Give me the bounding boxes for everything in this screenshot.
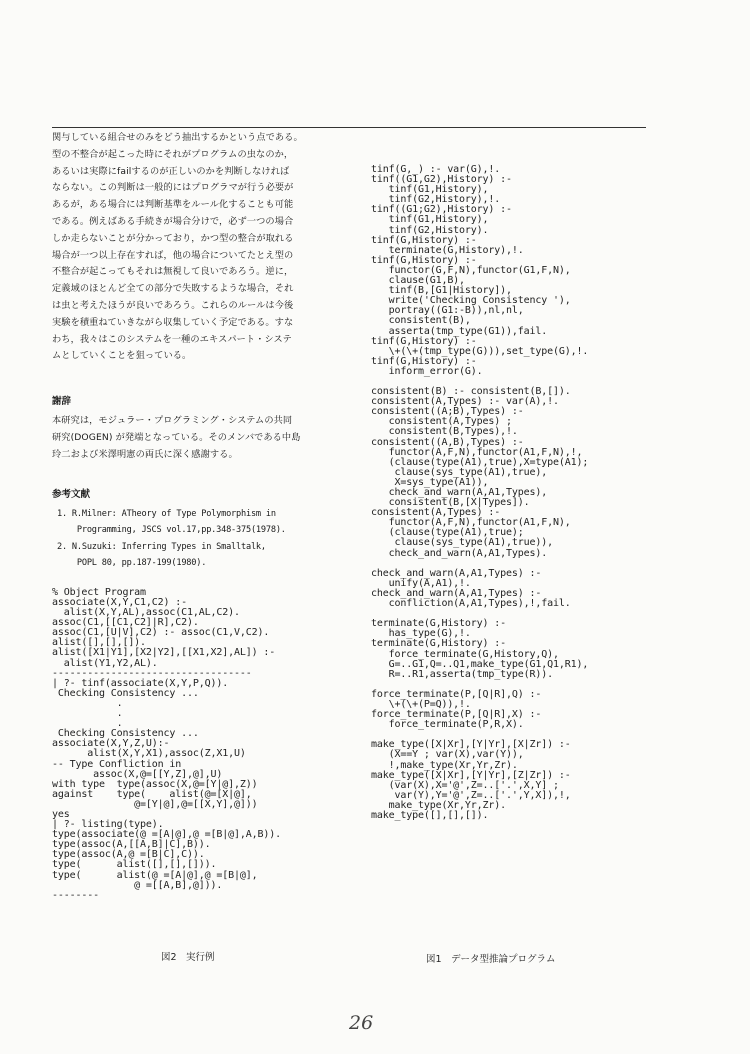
code-line: alist(Y1,Y2,AL). <box>52 657 158 669</box>
acknowledgement-line: 玲二および米澤明憲の両氏に深く感謝する。 <box>52 448 238 460</box>
code-line: with type type(assoc(X,@=[Y|@],Z)) <box>52 778 258 790</box>
code-line: consistent(A,Types) :- <box>371 507 501 519</box>
code-line: consistent(A,Types) ; <box>371 416 512 428</box>
code-line: tinf((G1,G2),History) :- <box>371 174 512 186</box>
code-line: tinf(G,_) :- var(G),!. <box>371 164 501 175</box>
code-line: functor(A,F,N),functor(A1,F,N), <box>371 517 571 529</box>
code-line: functor(A,F,N),functor(A1,F,N),!, <box>371 446 583 458</box>
code-line: check_and_warn(A,A1,Types) :- <box>371 567 542 579</box>
code-line: (X==Y ; var(X),var(Y)), <box>371 749 524 761</box>
page-number: 26 <box>349 1012 374 1034</box>
code-line: terminate(G,History),!. <box>371 244 524 256</box>
code-line: (var(X),X='@',Z=..['.',X,Y] ; <box>371 779 559 791</box>
code-line: tinf(G,History) :- <box>371 355 477 367</box>
code-line: var(Y),Y='@',Z=..['.',Y,X]),!, <box>371 789 571 801</box>
code-line: consistent(B), <box>371 315 471 327</box>
code-line: @=[Y|@],@=[[X,Y],@])) <box>52 798 258 810</box>
code-line: associate(X,Y,C1,C2) :- <box>52 597 188 609</box>
left-column <box>52 130 352 901</box>
body-paragraph <box>52 130 352 365</box>
reference-line: POPL 80, pp.187-199(1980). <box>52 558 207 569</box>
figure1-caption: 図1 データ型推論プログラム <box>426 954 556 965</box>
references-heading: 参考文献 <box>52 488 91 500</box>
code-line: . <box>52 708 123 720</box>
body-line: 定義域のほとんど全ての部分で失敗するような場合，それ <box>52 283 294 295</box>
code-line: make_type([X|Xr],[Y|Yr],[Z|Zr]) :- <box>371 769 571 781</box>
code-line: has_type(G),!. <box>371 628 471 640</box>
code-line: force_terminate(P,R,X). <box>371 719 524 731</box>
code-line: tinf(B,[G1|History]), <box>371 285 512 297</box>
code-line: . <box>52 697 123 709</box>
code-line: make_type([X|Xr],[Y|Yr],[X|Zr]) :- <box>371 739 571 751</box>
code-line: terminate(G,History) :- <box>371 638 507 650</box>
body-line: 場合が一つ以上存在すれば，他の場合についてたとえ型の <box>52 249 294 261</box>
code-line: G=..G1,Q=..Q1,make_type(G1,Q1,R1), <box>371 658 589 670</box>
code-line: force_terminate(G,History,Q), <box>371 648 559 660</box>
code-line: assoc(C1,[U|V],C2) :- assoc(C1,V,C2). <box>52 627 270 639</box>
figure2-caption: 図2 実行例 <box>161 952 215 963</box>
code-line: alist([X1|Y1],[X2|Y2],[[X1,X2],AL]) :- <box>52 647 276 659</box>
acknowledgement-line: 研究(DOGEN) が発端となっている。そのメンバである中島 <box>52 431 301 443</box>
code-line: tinf((G1;G2),History) :- <box>371 204 512 216</box>
references-list <box>52 506 352 572</box>
body-line: 不整合が起こってもそれは無視して良いであろう。逆に， <box>52 266 294 278</box>
code-line: Checking Consistency ... <box>52 687 199 699</box>
code-line: check_and_warn(A,A1,Types), <box>371 487 548 498</box>
code-line: clause(sys_type(A1),true)), <box>371 537 553 549</box>
acknowledgement-text <box>52 413 352 463</box>
header-rule <box>52 127 646 128</box>
code-line: asserta(tmp_type(G1)),fail. <box>371 325 548 337</box>
code-line: alist([],[],[]). <box>52 637 146 649</box>
code-line: alist(X,Y,X1),assoc(Z,X1,U) <box>52 748 246 760</box>
code-line: unify(A,A1),!. <box>371 577 471 589</box>
code-line: R=..R1,asserta(tmp_type(R)). <box>371 668 553 680</box>
code-line: \+(\+(tmp_type(G))),set_type(G),!. <box>371 345 589 357</box>
body-line: ならない。この判断は一般的にはプログラマが行う必要が <box>52 182 294 194</box>
code-line: clause(G1,B), <box>371 275 465 287</box>
code-line: (clause(type(A1),true),X=type(A1); <box>371 456 589 468</box>
code-line: associate(X,Y,Z,U):- <box>52 738 170 750</box>
code-line: (clause(type(A1),true); <box>371 527 524 539</box>
code-line: -- Type Confliction in <box>52 758 182 770</box>
code-line: tinf(G,History) :- <box>371 335 477 347</box>
code-line: against type( alist(@=[X|@], <box>52 788 252 800</box>
code-line: force_terminate(P,[Q|R],Q) :- <box>371 688 542 700</box>
body-line: わち，我々はこのシステムを一種のエキスパート・システ <box>52 333 292 345</box>
code-line: tinf(G2,History). <box>371 224 489 236</box>
code-line: write('Checking Consistency '), <box>371 295 571 307</box>
code-line: make_type(Xr,Yr,Zr). <box>371 799 507 811</box>
code-line: X=sys_type(A1)), <box>371 476 489 488</box>
code-line: alist(X,Y,AL),assoc(C1,AL,C2). <box>52 607 240 619</box>
code-line: -------- <box>52 889 99 901</box>
code-line: consistent(B,Types),!. <box>371 426 518 438</box>
code-line: yes <box>52 808 70 820</box>
code-line: check_and_warn(A,A1,Types) :- <box>371 587 542 599</box>
reference-line: Programming, JSCS vol.17,pp.348-375(1978). <box>52 525 286 536</box>
code-line: | ?- tinf(associate(X,Y,P,Q)). <box>52 677 229 689</box>
code-line: \+(\+(P=Q)),!. <box>371 698 471 710</box>
reference-line: 1. R.Milner: ATheory of Type Polymorphism in <box>52 508 276 519</box>
body-line: は虫と考えたほうが良いであろう。これらのルールは今後 <box>52 299 294 311</box>
acknowledgement-heading: 謝辞 <box>52 396 72 408</box>
code-line: tinf(G,History) :- <box>371 254 477 266</box>
body-line: しか走らないことが分かっており，かつ型の整合が取れる <box>52 232 294 244</box>
code-line: assoc(X,@=[[Y,Z],@],U) <box>52 768 223 780</box>
body-line: 関与している組合せのみをどう抽出するかという点である。 <box>52 132 303 143</box>
code-line: terminate(G,History) :- <box>371 618 507 630</box>
code-line: clause(sys_type(A1),true), <box>371 466 548 478</box>
code-line: tinf(G1,History), <box>371 214 489 226</box>
code-line: consistent(B) :- consistent(B,[]). <box>371 386 571 398</box>
body-line: 実験を積重ねていきながら収集していく予定である。すな <box>52 316 294 328</box>
code-line: type( alist(@ =[A|@],@ =[B|@], <box>52 869 258 881</box>
code-line: consistent((A;B),Types) :- <box>371 406 524 418</box>
body-line: 型の不整合が起こった時にそれがプログラムの虫なのか， <box>52 148 294 160</box>
code-line: . <box>52 718 123 730</box>
body-line: あるいは実際にfailするのが正しいのかを判断しなければ <box>52 165 290 177</box>
code-line: @ =[[A,B],@])). <box>52 879 223 891</box>
code-line: consistent(B,[X|Types]). <box>371 497 530 509</box>
acknowledgement-line: 本研究は，モジュラー・プログラミング・システムの共同 <box>52 415 293 427</box>
code-line: type(associate(@ =[A|@],@ =[B|@],A,B)). <box>52 829 281 841</box>
reference-line: 2. N.Suzuki: Inferring Types in Smalltalk, <box>52 541 266 552</box>
body-line: である。例えばある手続きが場合分けで，必ず一つの場合 <box>52 215 294 227</box>
code-line: tinf(G,History) :- <box>371 234 477 246</box>
code-line: make_type([],[],[]). <box>371 810 489 821</box>
code-line: portray((G1:-B)),nl,nl, <box>371 305 524 317</box>
figure1-code-listing <box>371 165 661 821</box>
code-line: | ?- listing(type). <box>52 819 164 831</box>
right-column <box>371 165 661 821</box>
code-line: consistent((A,B),Types) :- <box>371 436 524 448</box>
figure2-code-listing <box>52 588 352 901</box>
code-line: inform_error(G). <box>371 365 483 377</box>
code-line: force_terminate(P,[Q|R],X) :- <box>371 709 542 721</box>
code-line: Checking Consistency ... <box>52 728 199 740</box>
code-line: ---------------------------------- <box>52 667 252 679</box>
code-line: !,make_type(Xr,Yr,Zr). <box>371 759 518 771</box>
code-line: type(assoc(A,[[A,B]|C],B)). <box>52 839 211 851</box>
code-line: % Object Program <box>52 586 146 598</box>
code-line: tinf(G2,History),!. <box>371 194 501 206</box>
code-line: consistent(A,Types) :- var(A),!. <box>371 396 559 408</box>
body-line: ムとしていくことを狙っている。 <box>52 350 192 362</box>
code-line: type( alist([],[],[])). <box>52 859 217 871</box>
code-line: confliction(A,A1,Types),!,fail. <box>371 598 571 610</box>
code-line: check_and_warn(A,A1,Types). <box>371 547 548 559</box>
code-line: assoc(C1,[[C1,C2]|R],C2). <box>52 617 199 629</box>
code-line: tinf(G1,History), <box>371 184 489 196</box>
code-line: type(assoc(A,@ =[B|C],C)). <box>52 849 205 861</box>
body-line: あるが，ある場合には判断基準をルール化することも可能 <box>52 199 294 211</box>
code-line: functor(G,F,N),functor(G1,F,N), <box>371 264 571 276</box>
